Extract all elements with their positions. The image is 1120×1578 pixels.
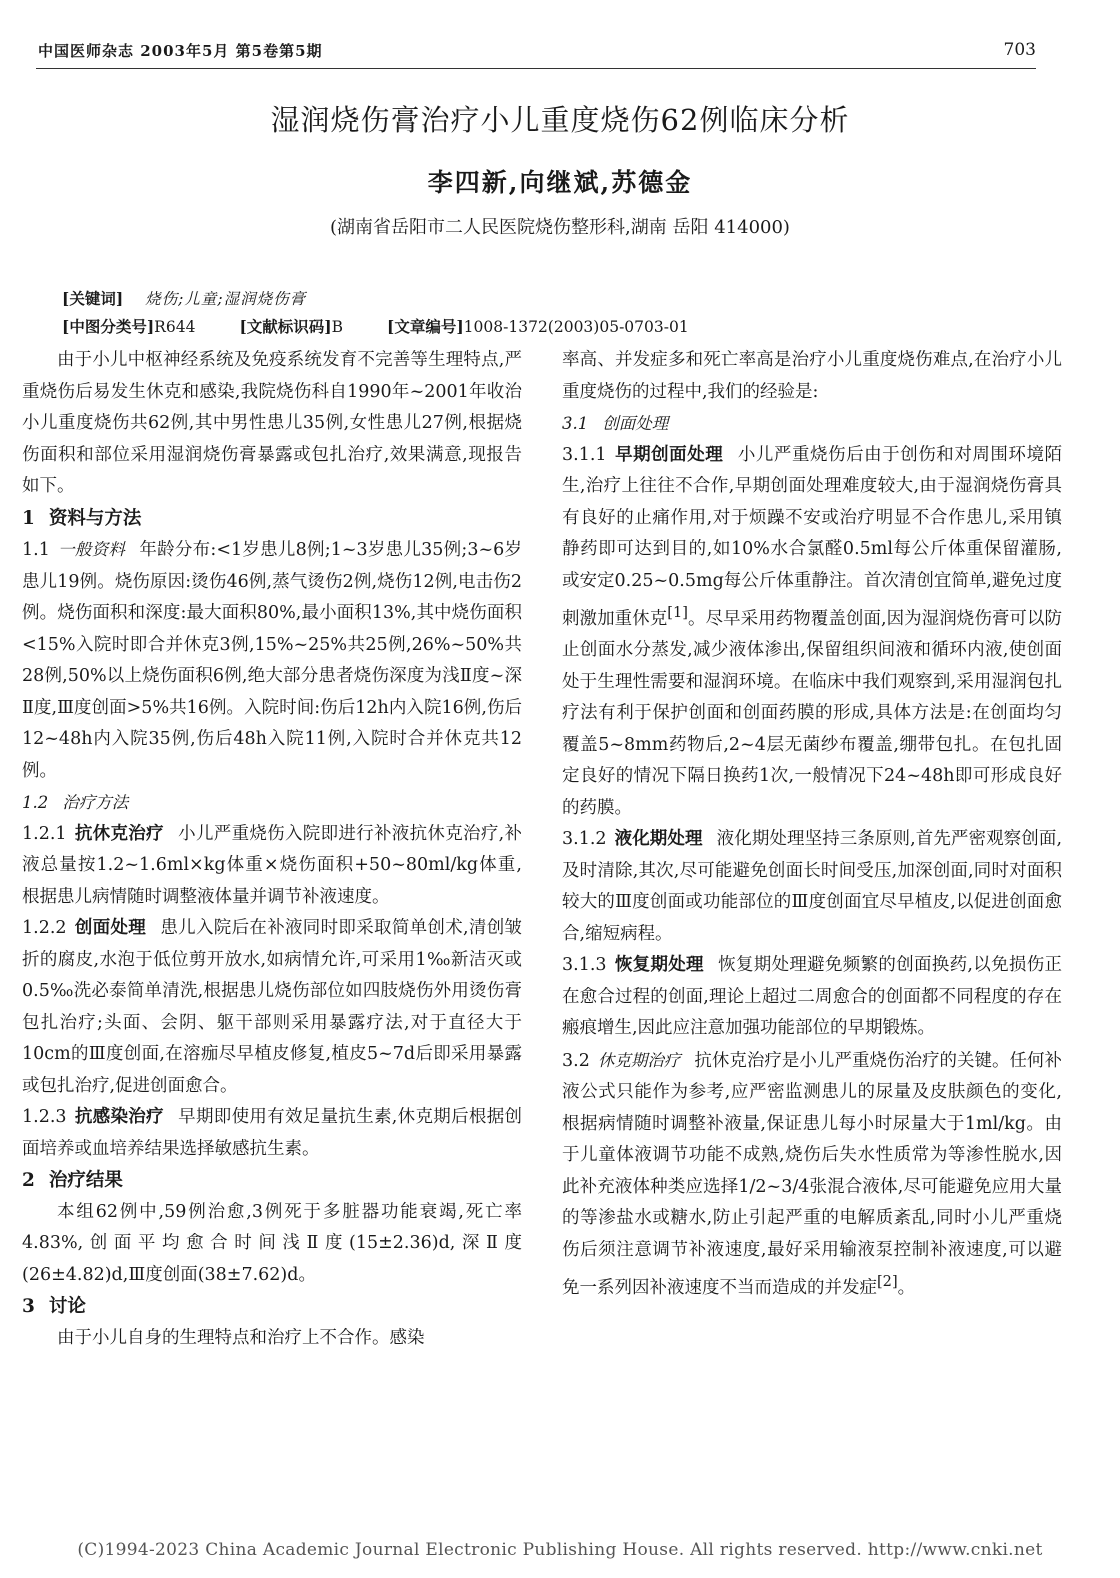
section-1-1-title: 一般资料 [57,540,126,559]
section-3-1-heading: 3.1 创面处理 [562,414,669,433]
section-1-2-heading: 1.2 治疗方法 [22,793,129,812]
clc-label: [中图分类号] [62,317,155,336]
clc-value: R644 [154,318,196,336]
article-title: 湿润烧伤膏治疗小儿重度烧伤62例临床分析 [270,103,850,137]
keywords-label: [关键词] [62,289,124,308]
section-3-1-3-paragraph: 3.1.3 恢复期处理 恢复期处理避免频繁的创面换药,以免损伤正在愈合过程的创面,理论上超过二周愈合的创面都不同程度的存在瘢痕增生,因此应注意加强功能部位的早期锻炼。 [562,955,1063,1039]
article-affiliation: (湖南省岳阳市二人民医院烧伤整形科,湖南 岳阳 414000) [330,217,790,238]
running-head: 中国医师杂志 2003年5月 第5卷第5期 [38,42,323,60]
copyright-footer: (C)1994-2023 China Academic Journal Electronic Publishing House. All rights reserved. http://www.cnki.net [77,1540,1043,1560]
section-1-2-1-paragraph: 1.2.1 抗休克治疗 小儿严重烧伤入院即进行补液抗休克治疗,补液总量按1.2~1.6ml×kg体重×烧伤面积+50~80ml/kg体重,根据患儿病情随时调整液体量并调节补液速度。 [22,823,523,907]
citation-ref-1: [1] [667,604,688,621]
article-authors: 李四新,向继斌,苏德金 [427,168,693,197]
section-2-heading: 2 治疗结果 [22,1170,123,1191]
article-no-label: [文章编号] [387,317,464,336]
intro-paragraph: 由于小儿中枢神经系统及免疫系统发育不完善等生理特点,严重烧伤后易发生休克和感染,我院烧伤科自1990年~2001年收治小儿重度烧伤共62例,其中男性患儿35例,女性患儿27例,根据烧伤面积和部位采用湿润烧伤膏暴露或包扎治疗,效果满意,现报告如下。 [22,350,522,496]
doc-code-label: [文献标识码] [239,317,332,336]
page-number: 703 [1003,40,1036,60]
section-2-paragraph: 本组62例中,59例治愈,3例死于多脏器功能衰竭,死亡率4.83%,创面平均愈合时间浅Ⅱ度(15±2.36)d,深Ⅱ度(26±4.82)d,Ⅲ度创面(38±7.62)d。 [22,1201,522,1285]
section-3-2-paragraph: 3.2 休克期治疗 抗休克治疗是小儿严重烧伤治疗的关键。任何补液公式只能作为参考,应严密监测患儿的尿量及皮肤颜色的变化,根据病情随时调整补液量,保证患儿每小时尿量大于1ml/kg。由于儿童体液调节功能不成熟,烧伤后失水性质常为等渗性脱水,因此补充液体种类应选择1/2~3/4张混合液体,尽可能避免应用大量的等渗盐水或糖水,防止引起严重的电解质紊乱,同时小儿严重烧伤后须注意调节补液速度,最好采用输液泵控制补液速度,可以避免一系列因补液速度不当而造成的并发症[2]。 [562,1050,1063,1299]
section-1-2-2-paragraph: 1.2.2 创面处理 患儿入院后在补液同时即采取简单创术,清创皱折的腐皮,水泡于低位剪开放水,如病情允许,可采用1‰新洁灭或0.5‰洗必泰简单清洗,根据患儿烧伤部位如四肢烧伤外用烫伤膏包扎治疗;头面、会阴、躯干部则采用暴露疗法,对于直径大于10cm的Ⅲ度创面,在溶痂尽早植皮修复,植皮5~7d后即采用暴露或包扎治疗,促进创面愈合。 [22,918,523,1096]
header-rule [36,68,1036,69]
doc-code-value: B [331,318,343,336]
section-3-2-title: 休克期治疗 [597,1050,681,1070]
article-no-value: 1008-1372(2003)05-0703-01 [463,318,689,336]
section-3-heading: 3 讨论 [22,1296,86,1317]
keywords-values: 烧伤;儿童;湿润烧伤膏 [145,290,307,308]
discussion-continuation: 率高、并发症多和死亡率高是治疗小儿重度烧伤难点,在治疗小儿重度烧伤的过程中,我们的经验是: [562,350,1062,402]
keywords-line [62,287,306,309]
section-3-1-2-paragraph: 3.1.2 液化期处理 液化期处理坚持三条原则,首先严密观察创面,及时清除,其次,尽可能避免创面长时间受压,加深创面,同时对面积较大的Ⅲ度创面或功能部位的Ⅲ度创面宜尽早植皮,以促进创面愈合,缩短病程。 [562,829,1063,944]
citation-ref-2: [2] [877,1273,898,1291]
section-3-paragraph: 由于小儿自身的生理特点和治疗上不合作。感染 [57,1327,425,1348]
section-1-2-3-paragraph: 1.2.3 抗感染治疗 早期即使用有效足量抗生素,休克期后根据创面培养或血培养结果选择敏感抗生素。 [22,1107,523,1159]
section-1-1-paragraph: 1.1 一般资料 年龄分布:<1岁患儿8例;1~3岁患儿35例;3~6岁患儿19例。烧伤原因:烫伤46例,蒸气烫伤2例,烧伤12例,电击伤2例。烧伤面积和深度:最大面积80%,最小面积13%,其中烧伤面积<15%入院时即合并休克3例,15%~25%共25例,26%~50%共28例,50%以上烧伤面积6例,绝大部分患者烧伤深度为浅Ⅱ度~深Ⅱ度,Ⅲ度创面>5%共16例。入院时间:伤后12h内入院16例,伤后12~48h内入院35例,伤后48h入院11例,入院时合并休克共12例。 [22,540,523,781]
section-3-1-1-paragraph: 3.1.1 早期创面处理 小儿严重烧伤后由于创伤和对周围环境陌生,治疗上往往不合作,早期创面处理难度较大,由于湿润烧伤膏具有良好的止痛作用,对于烦躁不安或治疗明显不合作患儿,采用镇静药即可达到目的,如10%水合氯醛0.5ml每公斤体重保留灌肠,或安定0.25~0.5mg每公斤体重静注。首次清创宜简单,避免过度刺激加重休克[1]。尽早采用药物覆盖创面,因为湿润烧伤膏可以防止创面水分蒸发,减少液体渗出,保留组织间液和循环内液,使创面处于生理性需要和湿润环境。在临床中我们观察到,采用湿润包扎疗法有利于保护创面和创面药膜的形成,具体方法是:在创面均匀覆盖5~8mm药物后,2~4层无菌纱布覆盖,绷带包扎。在包扎固定良好的情况下隔日换药1次,一般情况下24~48h即可形成良好的药膜。 [562,444,1063,818]
left-column [22,345,522,1354]
right-column [562,345,1062,1305]
section-1-heading: 1 资料与方法 [22,507,142,529]
classification-line [62,315,689,337]
